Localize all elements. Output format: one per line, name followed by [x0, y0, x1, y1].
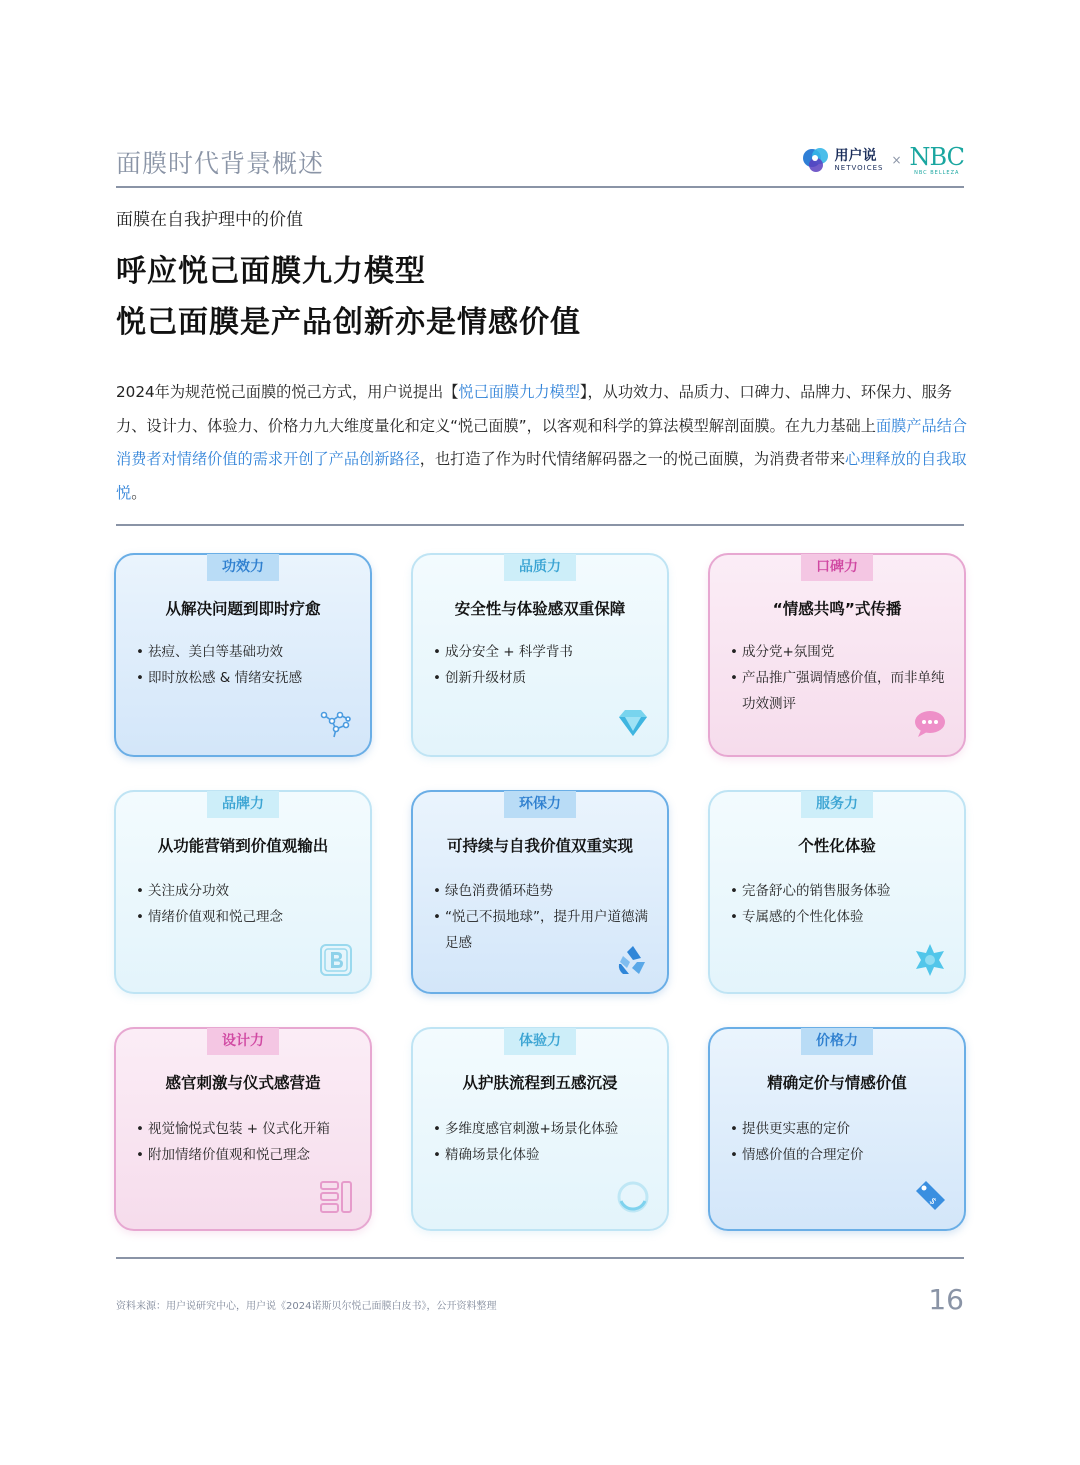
- card-tag: 环保力: [504, 791, 576, 818]
- netvoices-logo-cn: 用户说: [834, 147, 877, 164]
- card-tag: 品质力: [504, 554, 576, 581]
- card-list: [136, 639, 352, 691]
- list-item: • 视觉愉悦式包装 + 仪式化开箱: [136, 1116, 352, 1142]
- card-tag: 设计力: [207, 1028, 279, 1055]
- list-item: • 绿色消费循环趋势: [433, 878, 649, 904]
- card-title: 精确定价与情感价值: [767, 1074, 907, 1092]
- list-item: • 成分党+氛围党: [730, 639, 946, 665]
- card-experience: [411, 1027, 669, 1231]
- svg-text:$: $: [926, 1196, 938, 1208]
- intro-text: 】，从功效力、品质力、口碑力、品牌力、环保力、服务力、设计力、体验力、价格力九大维度量化和定义“悦己面膜”，以客观和科学的算法模型解剖面膜。在九力基础上: [116, 383, 952, 435]
- list-item: • 祛痘、美白等基础功效: [136, 639, 352, 665]
- card-title: “情感共鸣”式传播: [772, 600, 902, 618]
- card-service: [708, 790, 966, 994]
- card-tag: 口碑力: [801, 554, 873, 581]
- list-item: • “悦己不损地球”，提升用户道德满足感: [433, 904, 649, 956]
- intro-highlight-path: 面膜产品结合消费者对情绪价值的需求开创了产品创新路径: [116, 416, 968, 468]
- nbc-logo: [909, 142, 964, 176]
- list-item: • 提供更实惠的定价: [730, 1116, 946, 1142]
- card-title: 可持续与自我价值双重实现: [446, 837, 633, 855]
- source-note: 资料来源：用户说研究中心，用户说《2024诺斯贝尔悦己面膜白皮书》，公开资料整理: [116, 1301, 497, 1312]
- card-list: [730, 878, 946, 930]
- card-title: 个性化体验: [798, 837, 876, 855]
- intro-text: 2024年为规范悦己面膜的悦己方式，用户说提出【: [116, 383, 459, 401]
- intro-highlight-model: 悦己面膜九力模型: [458, 383, 580, 401]
- headline-line-1: 呼应悦己面膜九力模型: [116, 254, 426, 289]
- list-item: • 完备舒心的销售服务体验: [730, 878, 946, 904]
- subheading: 面膜在自我护理中的价值: [116, 210, 303, 230]
- card-reputation: [708, 553, 966, 757]
- card-quality: [411, 553, 669, 757]
- card-list: [433, 639, 649, 691]
- partner-logos: [801, 140, 964, 180]
- card-tag: 功效力: [207, 554, 279, 581]
- ring-icon: [615, 1179, 651, 1215]
- list-item: • 专属感的个性化体验: [730, 904, 946, 930]
- netvoices-logo-mark: [801, 145, 831, 175]
- card-list: [136, 1116, 352, 1168]
- list-item: • 关注成分功效: [136, 878, 352, 904]
- list-item: • 多维度感官刺激+场景化体验: [433, 1116, 649, 1142]
- molecule-icon: [318, 705, 354, 741]
- card-title: 从解决问题到即时疗愈: [165, 600, 321, 618]
- list-item: • 情感价值的合理定价: [730, 1142, 946, 1168]
- intro-paragraph: [116, 376, 976, 510]
- list-item: • 精确场景化体验: [433, 1142, 649, 1168]
- list-item: • 附加情绪价值观和悦己理念: [136, 1142, 352, 1168]
- card-price: [708, 1027, 966, 1231]
- layout-icon: [318, 1179, 354, 1215]
- section-title: 面膜时代背景概述: [116, 149, 325, 178]
- netvoices-logo-en: NETVOICES: [834, 163, 884, 172]
- intro-text: ，也打造了作为时代情绪解码器之一的悦己面膜，为消费者带来: [419, 450, 845, 468]
- card-list: [136, 878, 352, 930]
- chat-bubble-icon: [912, 705, 948, 741]
- brand-b-icon: [318, 942, 354, 978]
- page-number: 16: [928, 1283, 964, 1316]
- intro-text: 。: [131, 483, 147, 502]
- card-list: [433, 1116, 649, 1168]
- header-divider: [116, 186, 964, 188]
- intro-divider: [116, 524, 964, 526]
- card-tag: 价格力: [801, 1028, 873, 1055]
- list-item: • 创新升级材质: [433, 665, 649, 691]
- intro-highlight-release: 心理释放的自我取悦: [116, 450, 967, 502]
- diamond-icon: [615, 705, 651, 741]
- card-list: [730, 1116, 946, 1168]
- card-tag: 品牌力: [207, 791, 279, 818]
- list-item: • 情绪价值观和悦己理念: [136, 904, 352, 930]
- card-title: 感官刺激与仪式感营造: [165, 1074, 321, 1092]
- card-eco: [411, 790, 669, 994]
- headline: [116, 246, 581, 348]
- list-item: • 成分安全 + 科学背书: [433, 639, 649, 665]
- card-efficacy: [114, 553, 372, 757]
- card-title: 从护肤流程到五感沉浸: [462, 1074, 618, 1092]
- list-item: • 产品推广强调情感价值，而非单纯功效测评: [730, 665, 946, 717]
- card-title: 从功能营销到价值观输出: [157, 837, 329, 855]
- price-tag-icon: [912, 1179, 948, 1215]
- card-tag: 体验力: [504, 1028, 576, 1055]
- card-title: 安全性与体验感双重保障: [454, 600, 626, 618]
- recycle-icon: [615, 942, 651, 978]
- card-design: [114, 1027, 372, 1231]
- nbc-logo-subtext: NBC BELLEZA: [914, 169, 960, 176]
- footer-divider: [116, 1257, 964, 1259]
- star-badge-icon: [912, 942, 948, 978]
- card-brand: [114, 790, 372, 994]
- headline-line-2: 悦己面膜是产品创新亦是情感价值: [116, 305, 581, 340]
- netvoices-logo: [801, 145, 884, 175]
- card-tag: 服务力: [801, 791, 873, 818]
- nbc-logo-text: NBC: [909, 142, 964, 171]
- logo-separator: ×: [891, 153, 902, 167]
- list-item: • 即时放松感 & 情绪安抚感: [136, 665, 352, 691]
